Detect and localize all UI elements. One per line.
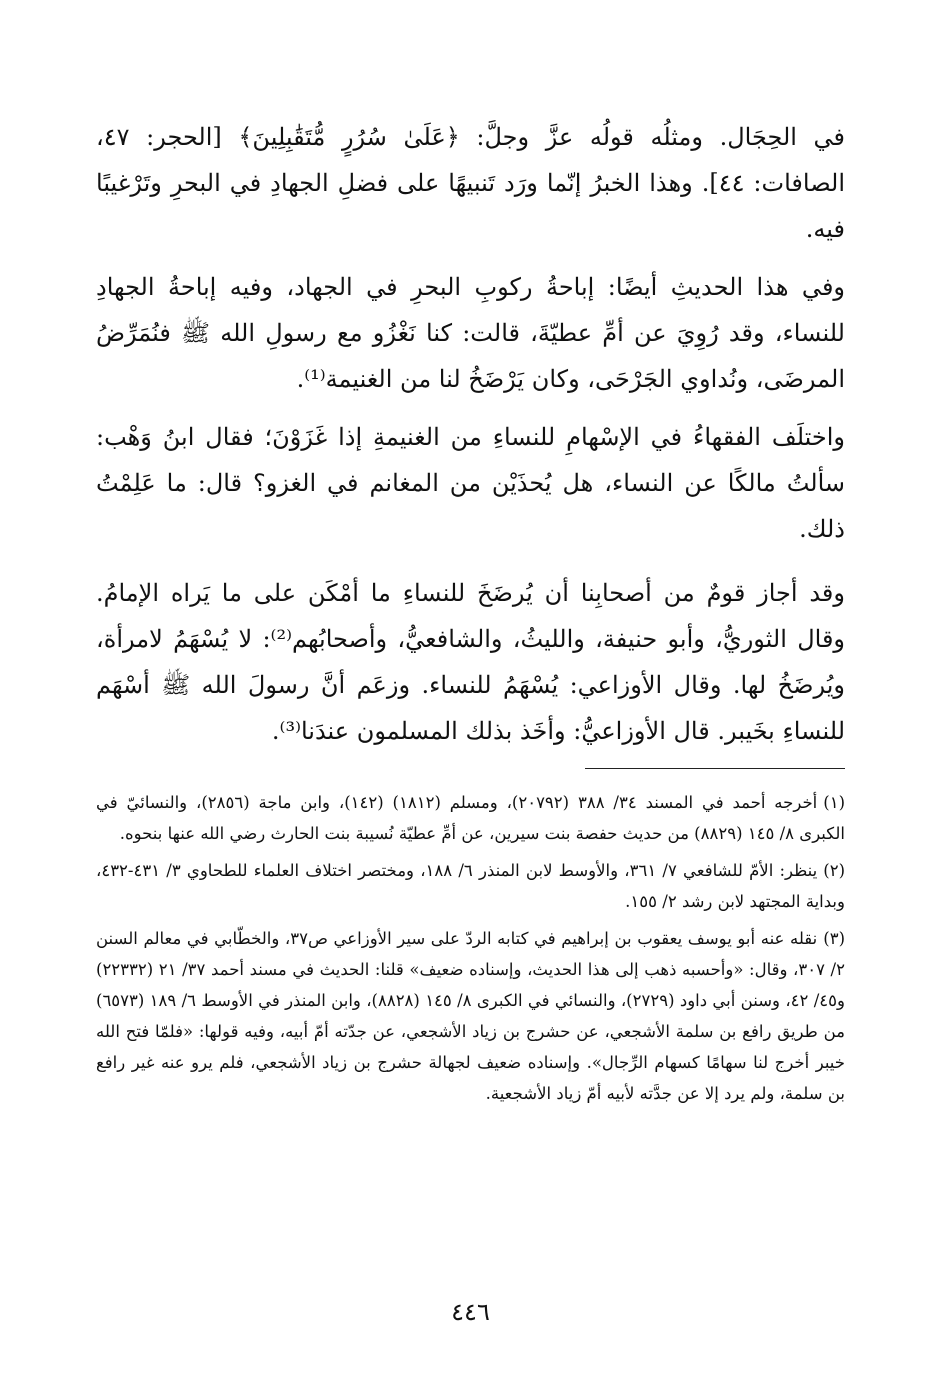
footnote-2-text: ينظر: الأمّ للشافعي ٧/ ٣٦١، والأوسط لابن المنذر ٦/ ١٨٨، ومختصر اختلاف العلماء للطحاوي ٣/ ٤٣١-٤٣٢، وبداية المجتهد لابن رشد ٢/ ١٥٥. xyxy=(96,861,845,911)
footnote-1-text: أخرجه أحمد في المسند ٣٤/ ٣٨٨ (٢٠٧٩٢)، ومسلم (١٨١٢) (١٤٢)، وابن ماجة (٢٨٥٦)، والنسائيّ في الكبرى ٨/ ١٤٥ (٨٨٢٩) من حديث حفصة بنت سيرين، عن أمِّ عطيّة نُسيبة بنت الحارث رضي الله عنها بنحوه. xyxy=(96,793,845,843)
footnote-3-number: (٣) xyxy=(823,929,845,948)
footnote-1-number: (١) xyxy=(823,793,845,812)
footnote-divider xyxy=(585,768,845,769)
paragraph-1: في الحِجَال. ومثلُه قولُه عزَّ وجلَّ: ﴿عَلَىٰ سُرُرٍ مُّتَقَٰبِلِينَ﴾ [الحجر: ٤٧، الصافات: ٤٤]. وهذا الخبرُ إنّما ورَد تَنبيهًا على فضلِ الجهادِ في البحرِ وتَرْغيبًا فيه. xyxy=(96,123,845,243)
main-text xyxy=(96,114,845,754)
paragraph-3: واختلَف الفقهاءُ في الإسْهامِ للنساءِ من الغنيمةِ إذا غَزَوْنَ؛ فقال ابنُ وَهْب: سألتُ مالكًا عن النساء، هل يُحذَيْن من المغانم في الغزو؟ قال: ما عَلِمْتُ ذلك. xyxy=(96,423,845,543)
footnote-1 xyxy=(96,787,845,849)
page-number: ٤٤٦ xyxy=(451,1298,490,1326)
footnote-3-text: نقله عنه أبو يوسف يعقوب بن إبراهيم في كتابه الردّ على سير الأوزاعي ص٣٧، والخطّابي في معالم السنن ٢/ ٣٠٧، وقال: «وأحسبه ذهب إلى هذا الحديث، وإسناده ضعيف» قلنا: الحديث في مسند أحمد ٣٧/ ٢١ (٢٢٣٣٢) و٤٥/ ٤٢، وسنن أبي داود (٢٧٢٩)، والنسائي في الكبرى ٨/ ١٤٥ (٨٨٢٨)، وابن المنذر في الأوسط ٦/ ١٨٩ (٦٥٧٣) من طريق رافع بن سلمة الأشجعي، عن حشرج بن زياد الأشجعي، عن جدّته أمّ أبيه، وفيه قولها: «فلمّا فتح الله خيبر أخرج لنا سهامًا كسهام الرِّجال». وإسناده ضعيف لجهالة حشرج بن زياد الأشجعي، فلم يرو عنه غير رافع بن سلمة، ولم يرد إلا عن جدَّته لأبيه أمّ زياد الأشجعية. xyxy=(96,929,845,1103)
paragraph-2: وفي هذا الحديثِ أيضًا: إباحةُ ركوبِ البحرِ في الجهاد، وفيه إباحةُ الجهادِ للنساء، وقد رُوِيَ عن أمِّ عطيّةَ، قالت: كنا نَغْزُو مع رسولِ الله ﷺ فنُمَرِّضُ المرضَى، ونُداوي الجَرْحَى، وكان يَرْضَخُ لنا من الغنيمة⁽¹⁾. xyxy=(96,273,845,393)
book-page xyxy=(96,114,845,1377)
footnote-2-number: (٢) xyxy=(823,861,846,880)
footnotes xyxy=(96,787,845,1109)
footnote-3 xyxy=(96,923,845,1109)
footnote-2 xyxy=(96,855,845,917)
paragraph-4: وقد أجاز قومٌ من أصحابِنا أن يُرضَخَ للنساءِ ما أمْكَن على ما يَراه الإمامُ. وقال الثوريُّ، وأبو حنيفة، والليثُ، والشافعيُّ، وأصحابُهم⁽²⁾: لا يُسْهَمُ لامرأة، ويُرضَخُ لها. وقال الأوزاعي: يُسْهَمُ للنساء. وزعَم أنَّ رسولَ الله ﷺ أسْهَم للنساءِ بخَيبر. قال الأوزاعيُّ: وأخَذ بذلك المسلمون عندَنا⁽³⁾. xyxy=(96,579,846,745)
